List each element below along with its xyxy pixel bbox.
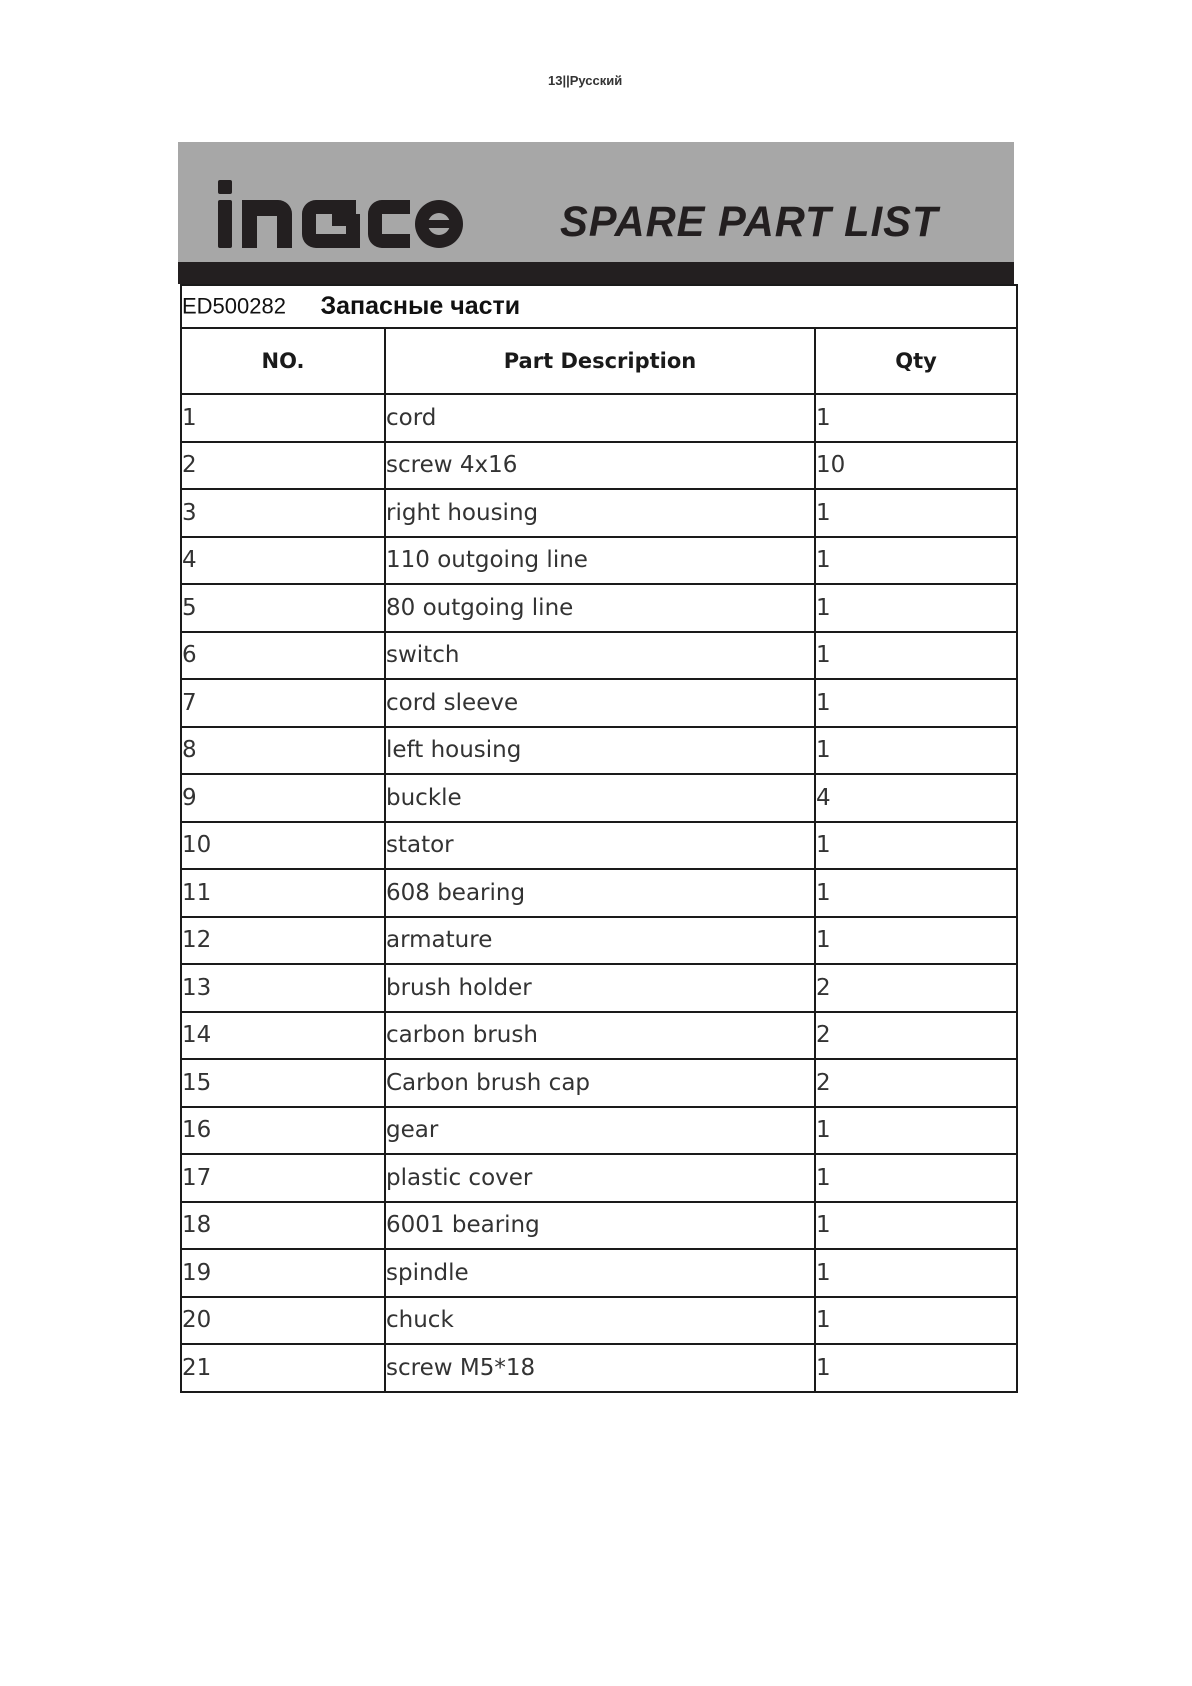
part-qty: 1 xyxy=(815,537,1017,585)
table-row xyxy=(181,537,1017,585)
column-header-description: Part Description xyxy=(385,328,815,394)
part-number: 14 xyxy=(181,1012,385,1060)
part-description: plastic cover xyxy=(385,1154,815,1202)
part-number: 3 xyxy=(181,489,385,537)
part-number: 7 xyxy=(181,679,385,727)
table-row xyxy=(181,964,1017,1012)
table-row xyxy=(181,774,1017,822)
column-header-no: NO. xyxy=(181,328,385,394)
part-number: 2 xyxy=(181,442,385,490)
table-row xyxy=(181,822,1017,870)
part-description: left housing xyxy=(385,727,815,775)
part-description: 608 bearing xyxy=(385,869,815,917)
part-description: screw M5*18 xyxy=(385,1344,815,1392)
part-qty: 1 xyxy=(815,394,1017,442)
table-row xyxy=(181,1202,1017,1250)
part-qty: 2 xyxy=(815,964,1017,1012)
ingco-logo xyxy=(216,180,470,250)
part-number: 10 xyxy=(181,822,385,870)
model-row xyxy=(181,285,1017,328)
part-number: 18 xyxy=(181,1202,385,1250)
part-description: chuck xyxy=(385,1297,815,1345)
part-description: gear xyxy=(385,1107,815,1155)
part-description: switch xyxy=(385,632,815,680)
table-row xyxy=(181,1107,1017,1155)
part-description: buckle xyxy=(385,774,815,822)
part-description: carbon brush xyxy=(385,1012,815,1060)
part-number: 12 xyxy=(181,917,385,965)
part-number: 21 xyxy=(181,1344,385,1392)
spare-part-banner xyxy=(178,142,1014,284)
part-description: cord sleeve xyxy=(385,679,815,727)
model-code: ED500282 xyxy=(182,293,286,319)
part-number: 4 xyxy=(181,537,385,585)
table-row xyxy=(181,1297,1017,1345)
part-qty: 1 xyxy=(815,584,1017,632)
table-row xyxy=(181,727,1017,775)
part-qty: 1 xyxy=(815,1297,1017,1345)
part-description: right housing xyxy=(385,489,815,537)
part-number: 16 xyxy=(181,1107,385,1155)
part-qty: 1 xyxy=(815,489,1017,537)
part-number: 17 xyxy=(181,1154,385,1202)
table-row xyxy=(181,1154,1017,1202)
parts-body xyxy=(181,394,1017,1392)
part-description: armature xyxy=(385,917,815,965)
part-qty: 1 xyxy=(815,1107,1017,1155)
part-qty: 1 xyxy=(815,917,1017,965)
table-row xyxy=(181,917,1017,965)
table-header-row xyxy=(181,328,1017,394)
part-number: 15 xyxy=(181,1059,385,1107)
part-description: stator xyxy=(385,822,815,870)
part-description: spindle xyxy=(385,1249,815,1297)
part-number: 11 xyxy=(181,869,385,917)
part-qty: 1 xyxy=(815,679,1017,727)
table-row xyxy=(181,584,1017,632)
part-description: 80 outgoing line xyxy=(385,584,815,632)
part-number: 20 xyxy=(181,1297,385,1345)
part-description: cord xyxy=(385,394,815,442)
part-qty: 4 xyxy=(815,774,1017,822)
spare-parts-table xyxy=(180,284,1018,1393)
model-cell xyxy=(181,285,1017,328)
part-qty: 1 xyxy=(815,632,1017,680)
part-qty: 2 xyxy=(815,1059,1017,1107)
model-title: Запасные части xyxy=(320,292,521,320)
part-number: 8 xyxy=(181,727,385,775)
table-row xyxy=(181,679,1017,727)
table-row xyxy=(181,1059,1017,1107)
table-row xyxy=(181,869,1017,917)
part-qty: 1 xyxy=(815,1344,1017,1392)
part-description: 110 outgoing line xyxy=(385,537,815,585)
part-number: 6 xyxy=(181,632,385,680)
part-qty: 1 xyxy=(815,1249,1017,1297)
part-number: 13 xyxy=(181,964,385,1012)
part-qty: 1 xyxy=(815,822,1017,870)
table-row xyxy=(181,632,1017,680)
part-qty: 2 xyxy=(815,1012,1017,1060)
table-row xyxy=(181,489,1017,537)
part-number: 9 xyxy=(181,774,385,822)
part-number: 19 xyxy=(181,1249,385,1297)
banner-title: SPARE PART LIST xyxy=(560,198,939,246)
part-description: brush holder xyxy=(385,964,815,1012)
table-row xyxy=(181,1249,1017,1297)
part-qty: 1 xyxy=(815,1154,1017,1202)
part-qty: 1 xyxy=(815,1202,1017,1250)
table-row xyxy=(181,1012,1017,1060)
part-description: 6001 bearing xyxy=(385,1202,815,1250)
part-qty: 10 xyxy=(815,442,1017,490)
banner-dark-band xyxy=(178,262,1014,284)
table-row xyxy=(181,394,1017,442)
part-number: 5 xyxy=(181,584,385,632)
part-qty: 1 xyxy=(815,727,1017,775)
table-row xyxy=(181,442,1017,490)
page-header: 13||Русский xyxy=(548,73,623,88)
table-row xyxy=(181,1344,1017,1392)
part-description: screw 4x16 xyxy=(385,442,815,490)
part-qty: 1 xyxy=(815,869,1017,917)
column-header-qty: Qty xyxy=(815,328,1017,394)
part-description: Carbon brush cap xyxy=(385,1059,815,1107)
part-number: 1 xyxy=(181,394,385,442)
